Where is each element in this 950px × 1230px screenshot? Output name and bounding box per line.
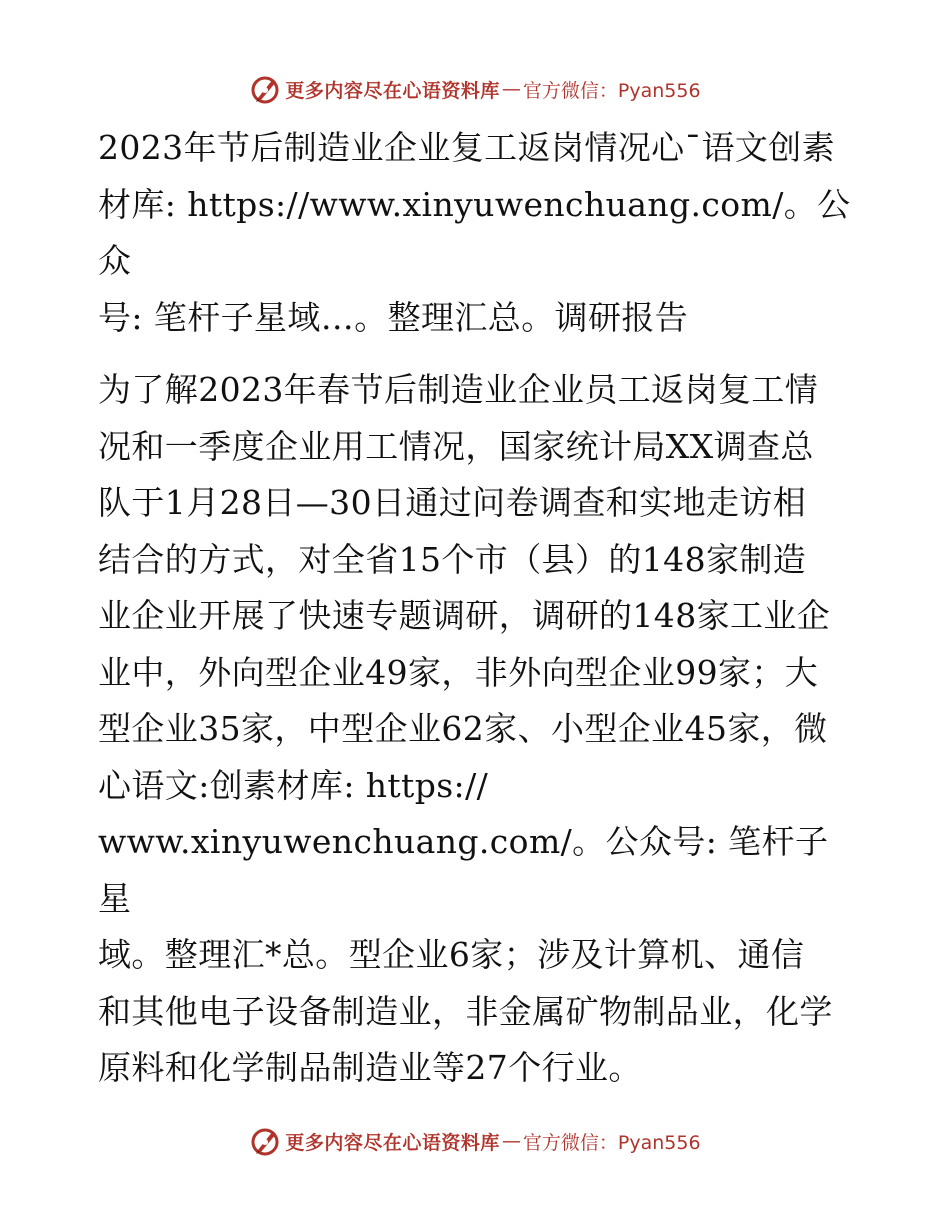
footer-contact-text: 官方微信：Pyan556 <box>522 1131 701 1154</box>
document-body-paragraph: 为了解2023年春节后制造业企业员工返岗复工情 况和一季度企业用工情况，国家统计局XX调查总 队于1月28日—30日通过问卷调查和实地走访相 结合的方式，对全省15个市（县）的148家制造 业企业开展了快速专题调研，调研的148家工业企 业中，外向型企业49家，非外向型企业99家；大 型企业35家，中型企业62家、小型企业45家，微 心语文:创素材库: https:// www.xinyuwenchuang.com/。公众号: 笔杆子星 域。整理汇*总。型企业6家；涉及计算机、通信 和其他电子设备制造业，非金属矿物制品业，化学 原料和化学制品制造业等27个行业。 <box>98 370 833 1087</box>
footer-separator: — <box>501 1130 521 1152</box>
header-separator: — <box>501 78 521 100</box>
quill-pen-logo-icon <box>249 73 281 105</box>
header-contact-text: 官方微信：Pyan556 <box>522 79 701 102</box>
document-title-paragraph: 2023年节后制造业企业复工返岗情况心¯语文创素 材库: https://www.xinyuwenchuang.com/。公众 号: 笔杆子星域…。整理汇总。调研报告 <box>98 128 851 337</box>
quill-pen-logo-icon <box>249 1125 281 1157</box>
header-brand-text: 更多内容尽在心语资料库 <box>285 79 500 102</box>
footer-banner <box>0 1124 950 1158</box>
header-banner <box>0 72 950 106</box>
document-body <box>98 120 858 1097</box>
footer-brand-text: 更多内容尽在心语资料库 <box>285 1131 500 1154</box>
